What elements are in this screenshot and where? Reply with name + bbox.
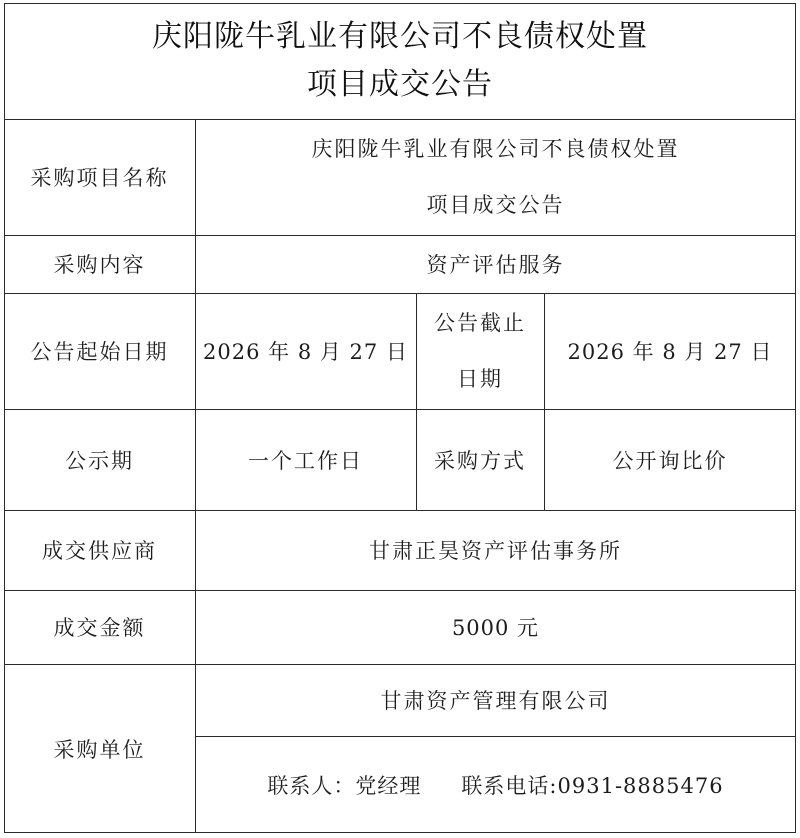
end-date-label — [416, 293, 544, 409]
project-name-line-1: 庆阳陇牛乳业有限公司不良债权处置 — [311, 137, 680, 161]
amount-value: 5000 元 — [451, 616, 540, 640]
start-date-value: 2026 年 8 月 27 日 — [203, 340, 408, 364]
purchaser-name: 甘肃资产管理有限公司 — [380, 689, 611, 713]
contact-person: 联系人：党经理 — [267, 773, 422, 798]
publicity-value: 一个工作日 — [248, 448, 363, 473]
method-label: 采购方式 — [434, 448, 526, 473]
end-date-label-line-2: 日期 — [457, 367, 503, 391]
contact-phone: 联系电话:0931-8885476 — [461, 773, 724, 798]
announcement-document — [4, 3, 796, 833]
content-label: 采购内容 — [53, 253, 146, 277]
project-name-value — [195, 119, 796, 235]
content-value: 资产评估服务 — [426, 253, 565, 277]
document-title — [4, 3, 796, 119]
title-line-2: 项目成交公告 — [307, 67, 493, 102]
end-date-value: 2026 年 8 月 27 日 — [567, 340, 773, 364]
supplier-label: 成交供应商 — [42, 539, 157, 563]
start-date-label: 公告起始日期 — [30, 340, 169, 364]
purchaser-label: 采购单位 — [53, 737, 146, 762]
project-name-label: 采购项目名称 — [30, 166, 169, 190]
purchaser-contact — [195, 736, 796, 833]
project-name-line-2: 项目成交公告 — [426, 193, 565, 217]
supplier-value: 甘肃正昊资产评估事务所 — [369, 539, 622, 563]
method-value: 公开询比价 — [612, 448, 728, 473]
publicity-label: 公示期 — [65, 448, 134, 473]
amount-label: 成交金额 — [53, 616, 146, 640]
end-date-label-line-1: 公告截止 — [434, 311, 526, 335]
title-line-1: 庆阳陇牛乳业有限公司不良债权处置 — [152, 19, 648, 54]
